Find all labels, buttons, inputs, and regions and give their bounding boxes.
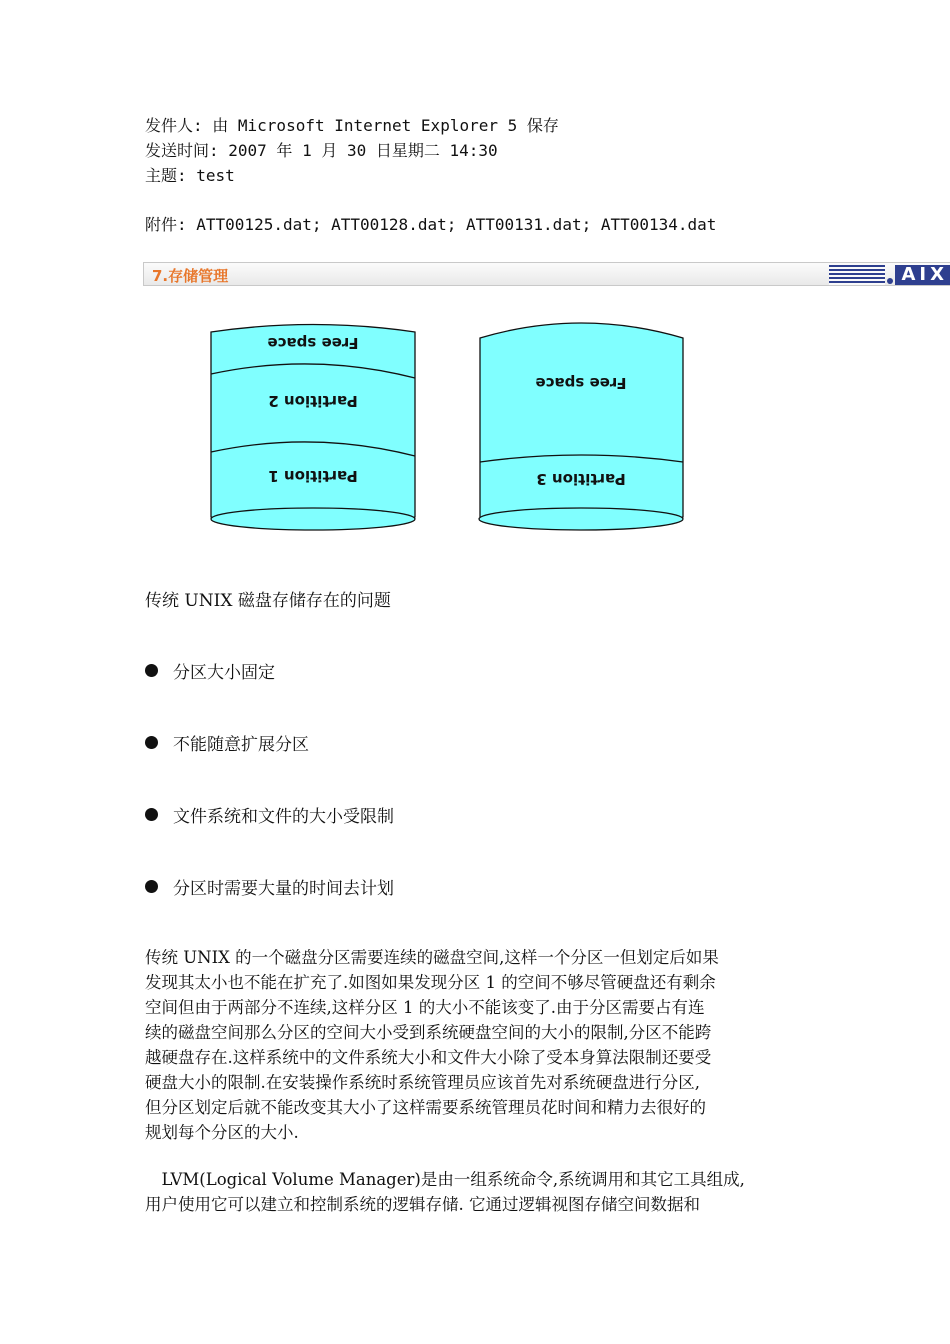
banner-title: 7.存储管理 <box>152 267 229 285</box>
section-title: 传统 UNIX 磁盘存储存在的问题 <box>145 591 391 611</box>
disk-cylinder-1 <box>211 325 415 531</box>
bullet-icon <box>145 664 158 677</box>
disk-partition-diagram <box>200 312 700 540</box>
paragraph-line: 规划每个分区的大小. <box>145 1123 299 1142</box>
disk2-label-1: Partition 3 <box>536 470 626 488</box>
section-banner <box>143 262 950 286</box>
bullet-item <box>145 874 394 899</box>
ibm-logo-icon <box>829 265 885 285</box>
bullet-text: 分区大小固定 <box>173 663 275 683</box>
bullet-icon <box>145 736 158 749</box>
bullet-item <box>145 658 275 683</box>
bullet-item <box>145 802 394 827</box>
disk2-label-0: Free space <box>535 374 627 392</box>
bullet-item <box>145 730 309 755</box>
paragraph-line: 传统 UNIX 的一个磁盘分区需要连续的磁盘空间,这样一个分区一但划定后如果 <box>145 948 719 967</box>
ibm-aix-logo <box>829 264 950 286</box>
bullet-text: 不能随意扩展分区 <box>173 735 309 755</box>
bullet-text: 文件系统和文件的大小受限制 <box>173 807 394 827</box>
paragraph-line: 硬盘大小的限制.在安装操作系统时系统管理员应该首先对系统硬盘进行分区, <box>145 1073 700 1092</box>
email-subject: 主题: test <box>145 166 235 185</box>
paragraph-line: 用户使用它可以建立和控制系统的逻辑存储. 它通过逻辑视图存储空间数据和 <box>145 1195 700 1214</box>
paragraph-line: 但分区划定后就不能改变其大小了这样需要系统管理员花时间和精力去很好的 <box>145 1098 706 1117</box>
email-attachments: 附件: ATT00125.dat; ATT00128.dat; ATT00131.dat; ATT00134.dat <box>145 215 717 234</box>
email-sent-time: 发送时间: 2007 年 1 月 30 日星期二 14:30 <box>145 141 498 160</box>
disk-cylinder-2 <box>479 323 683 530</box>
paragraph-line: 续的磁盘空间那么分区的空间大小受到系统硬盘空间的大小的限制,分区不能跨 <box>145 1023 712 1042</box>
bullet-icon <box>145 808 158 821</box>
bullet-text: 分区时需要大量的时间去计划 <box>173 879 394 899</box>
disk1-label-1: Partition 2 <box>268 392 358 410</box>
paragraph-2 <box>145 1167 825 1217</box>
paragraph-line: 空间但由于两部分不连续,这样分区 1 的大小不能该变了.由于分区需要占有连 <box>145 998 705 1017</box>
logo-dot-icon <box>887 278 893 284</box>
disk1-label-0: Free space <box>267 334 359 352</box>
paragraph-line: 发现其太小也不能在扩充了.如图如果发现分区 1 的空间不够尽管硬盘还有剩余 <box>145 973 716 992</box>
paragraph-1 <box>145 945 825 1145</box>
aix-logo-text: AIX <box>895 265 950 285</box>
email-from: 发件人: 由 Microsoft Internet Explorer 5 保存 <box>145 116 559 135</box>
disk1-label-2: Partition 1 <box>268 467 358 485</box>
paragraph-line: LVM(Logical Volume Manager)是由一组系统命令,系统调用和其它工具组成, <box>145 1170 745 1189</box>
paragraph-line: 越硬盘存在.这样系统中的文件系统大小和文件大小除了受本身算法限制还要受 <box>145 1048 712 1067</box>
bullet-icon <box>145 880 158 893</box>
